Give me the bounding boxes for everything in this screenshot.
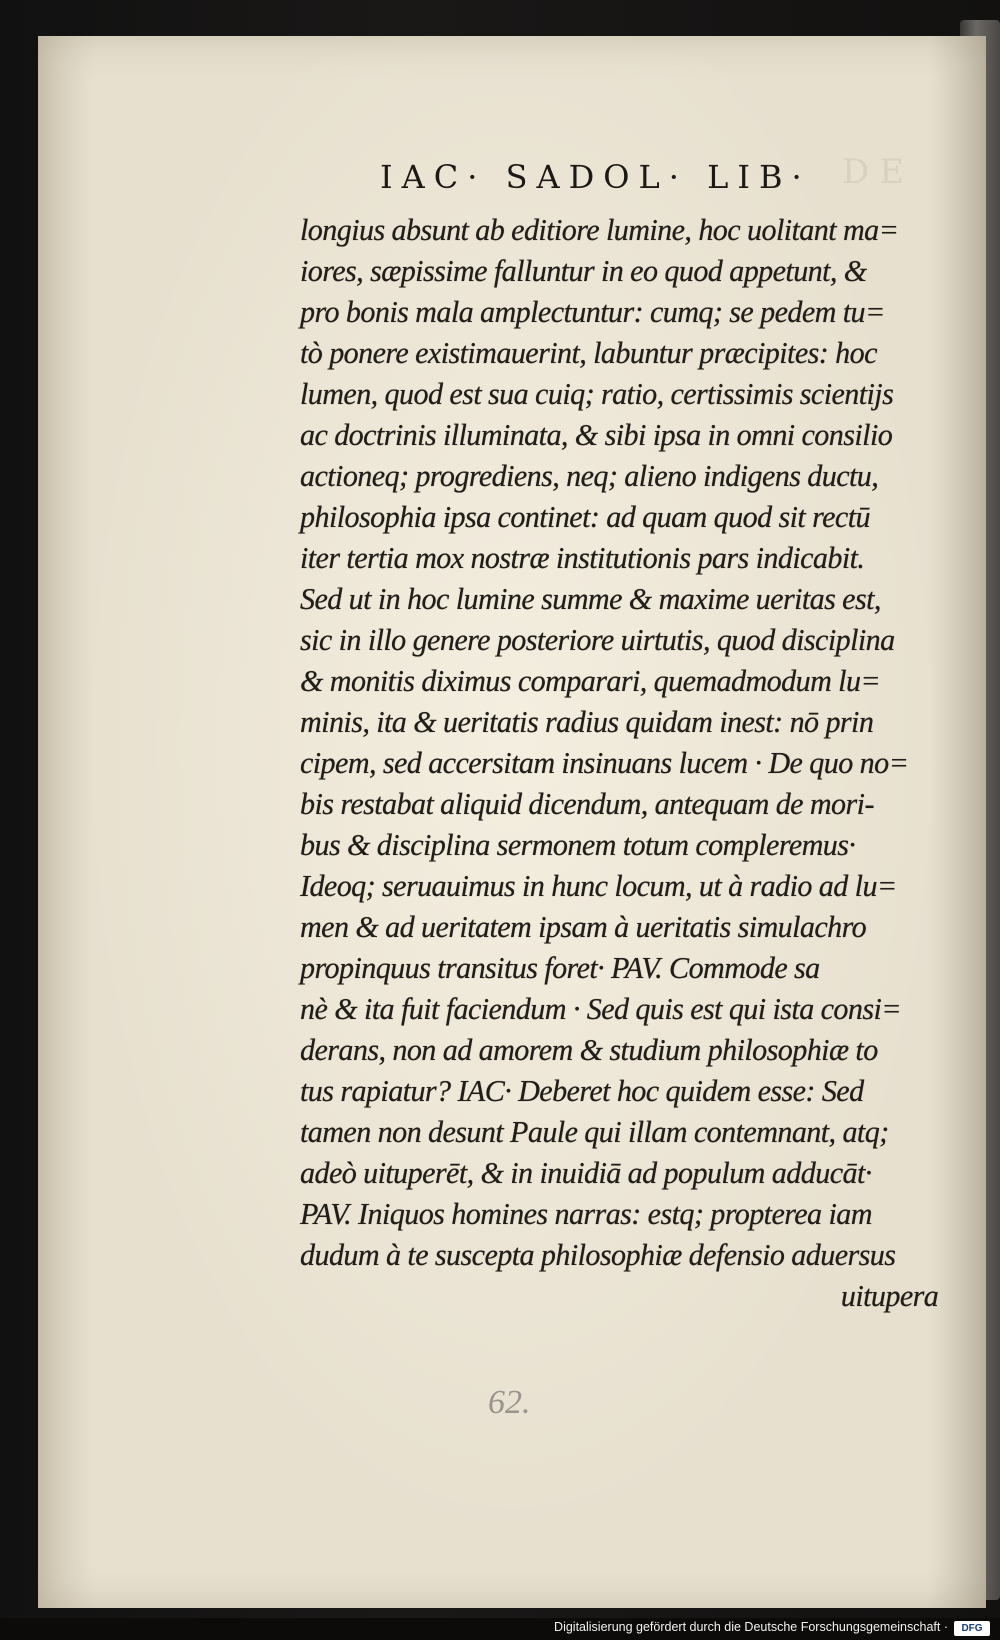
text-line: cipem, sed accersitam insinuans lucem · De quo no=	[300, 746, 909, 780]
text-line: actioneq; progrediens, neq; alieno indigens ductu,	[300, 459, 879, 493]
show-through-text: DE	[842, 152, 915, 192]
text-line: Ideoq; seruauimus in hunc locum, ut à radio ad lu=	[300, 869, 897, 903]
text-line: iter tertia mox nostræ institutionis pars indicabit.	[300, 541, 865, 575]
text-line: bis restabat aliquid dicendum, antequam de mori-	[300, 787, 874, 821]
text-line: & monitis diximus comparari, quemadmodum lu=	[300, 664, 881, 698]
text-line: nè & ita fuit faciendum · Sed quis est qui ista consi=	[300, 992, 901, 1026]
text-line: derans, non ad amorem & studium philosophiæ to	[300, 1033, 878, 1067]
text-line: iores, sæpissime falluntur in eo quod appetunt, &	[300, 254, 867, 288]
text-line: philosophia ipsa continet: ad quam quod sit rectū	[300, 500, 870, 534]
text-line: lumen, quod est sua cuiq; ratio, certissimis scientijs	[300, 377, 894, 411]
text-line: PAV. Iniquos homines narras: estq; propterea iam	[300, 1197, 872, 1231]
footer-bar	[0, 1618, 1000, 1640]
dfg-logo-icon: DFG	[954, 1621, 990, 1636]
folio-number: 62.	[488, 1384, 531, 1421]
text-line: minis, ita & ueritatis radius quidam inest: nō prin	[300, 705, 874, 739]
text-line: propinquus transitus foret· PAV. Commode sa	[300, 951, 820, 985]
text-line: tò ponere existimauerint, labuntur præcipites: hoc	[300, 336, 877, 370]
text-line: longius absunt ab editiore lumine, hoc uolitant ma=	[300, 213, 899, 247]
text-line: pro bonis mala amplectuntur: cumq; se pedem tu=	[300, 295, 885, 329]
text-line: Sed ut in hoc lumine summe & maxime ueritas est,	[300, 582, 881, 616]
text-block	[300, 210, 960, 1317]
text-line: adeò uituperēt, & in inuidiā ad populum adducāt·	[300, 1156, 872, 1190]
running-head: IAC· SADOL· LIB·	[380, 158, 811, 196]
text-line: men & ad ueritatem ipsam à ueritatis simulachro	[300, 910, 867, 944]
catchword: uitupera	[840, 1279, 939, 1313]
text-line: ac doctrinis illuminata, & sibi ipsa in omni consilio	[300, 418, 893, 452]
text-line: tamen non desunt Paule qui illam contemnant, atq;	[300, 1115, 889, 1149]
footer-credit: Digitalisierung gefördert durch die Deutsche Forschungsgemeinschaft ·	[554, 1620, 948, 1634]
text-line: tus rapiatur? IAC· Deberet hoc quidem esse: Sed	[300, 1074, 864, 1108]
text-line: bus & disciplina sermonem totum compleremus·	[300, 828, 856, 862]
text-line: sic in illo genere posteriore uirtutis, quod disciplina	[300, 623, 895, 657]
text-line: dudum à te suscepta philosophiæ defensio aduersus	[300, 1238, 896, 1272]
